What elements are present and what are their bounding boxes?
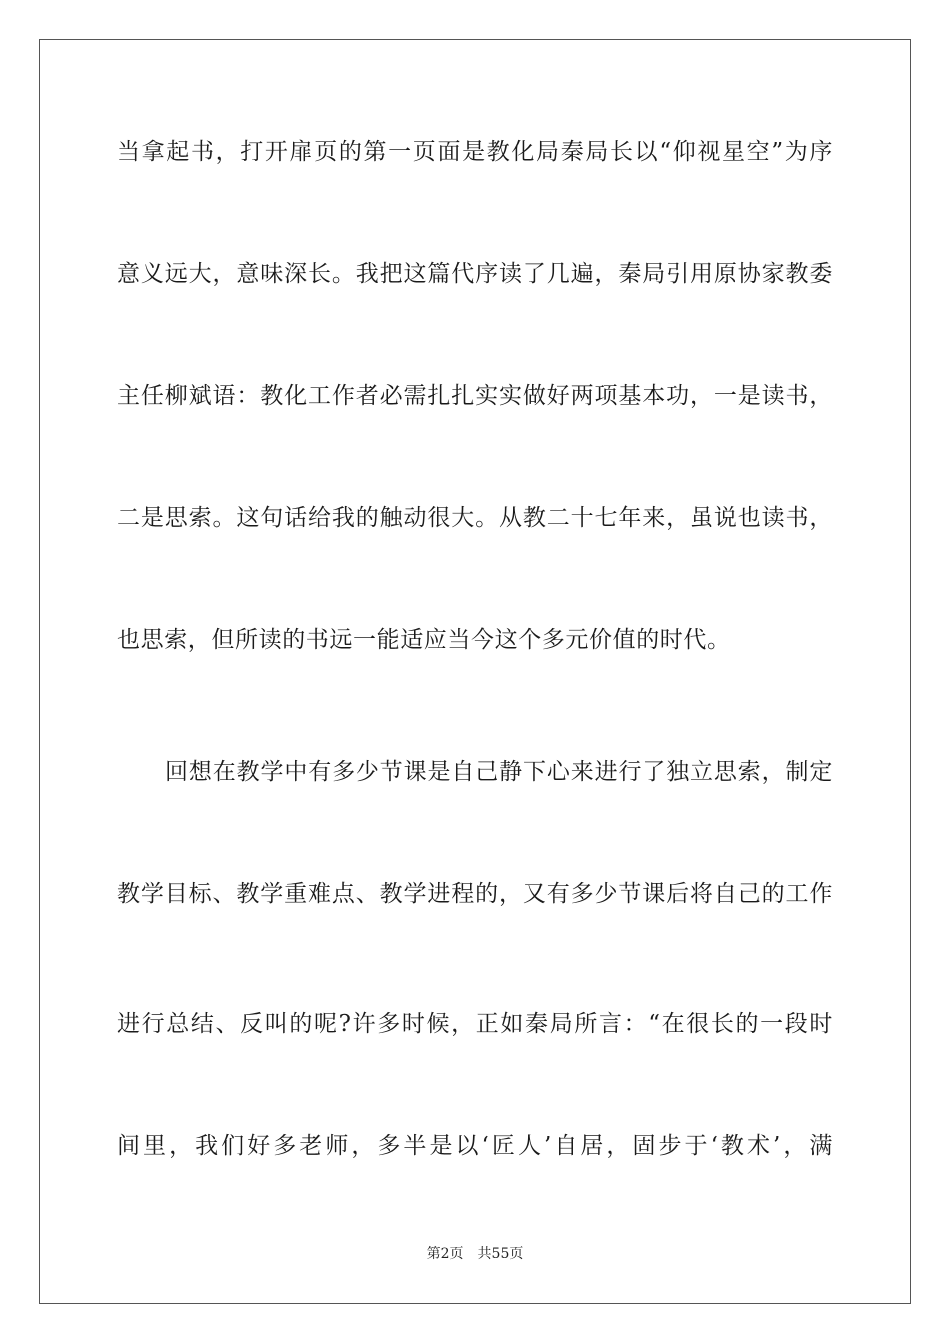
page-border xyxy=(39,39,911,1304)
page-total: 共55页 xyxy=(477,1246,524,1262)
body-line-8: 进行总结、反叫的呢?许多时候，正如秦局所言：“在很长的一段时 xyxy=(117,1011,833,1037)
body-line-4: 二是思索。这句话给我的触动很大。从教二十七年来，虽说也读书， xyxy=(117,505,833,531)
body-line-2: 意义远大，意味深长。我把这篇代序读了几遍，秦局引用原协家教委 xyxy=(117,261,833,287)
body-line-3: 主任柳斌语：教化工作者必需扎扎实实做好两项基本功，一是读书， xyxy=(117,383,833,409)
page-number: 第2页 xyxy=(426,1246,464,1262)
page-footer xyxy=(0,1244,950,1264)
body-line-7: 教学目标、教学重难点、教学进程的，又有多少节课后将自己的工作 xyxy=(117,881,833,907)
body-line-6: 回想在教学中有多少节课是自己静下心来进行了独立思索，制定 xyxy=(165,759,833,785)
body-line-5: 也思索，但所读的书远一能适应当今这个多元价值的时代。 xyxy=(117,627,731,653)
body-line-1: 当拿起书，打开扉页的第一页面是教化局秦局长以“仰视星空”为序 xyxy=(117,139,833,165)
body-line-9: 间里，我们好多老师，多半是以‘匠人’自居，固步于‘教术’，满 xyxy=(117,1133,833,1159)
